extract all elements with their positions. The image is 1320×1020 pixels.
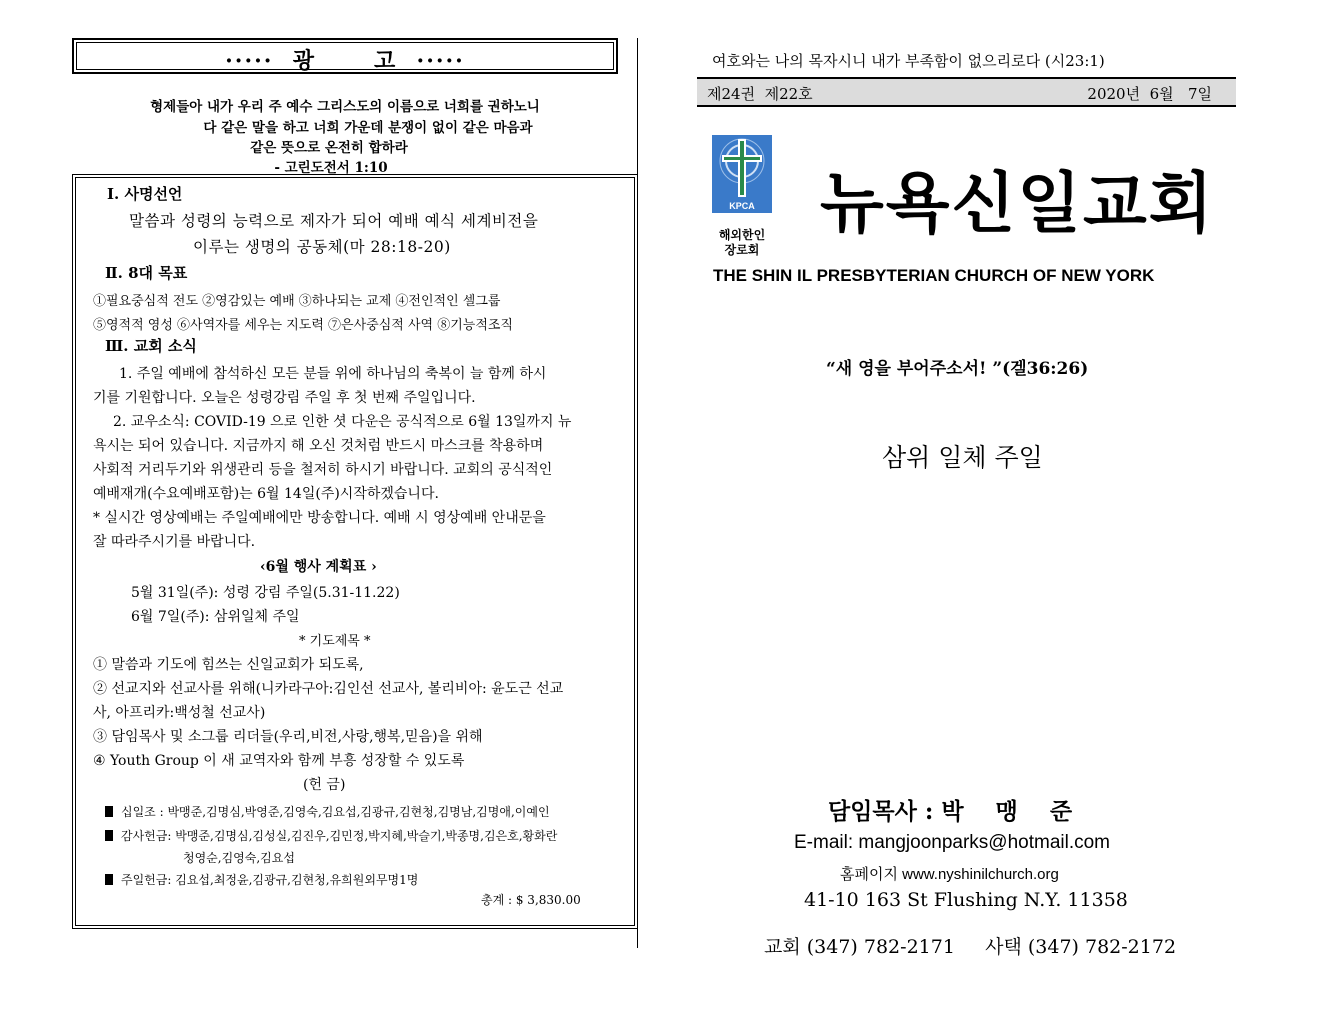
verse-line-1: 형제들아 내가 우리 주 예수 그리스도의 이름으로 너희를 권하노니 xyxy=(150,99,540,115)
logo-caption-1: 해외한인 xyxy=(718,228,766,242)
announcement-box xyxy=(72,174,638,929)
news-line-2: 기를 기원합니다. 오늘은 성령강림 주일 후 첫 번째 주일입니다. xyxy=(93,390,476,406)
mission-line-2: 이루는 생명의 공동체(마 28:18-20) xyxy=(193,238,451,256)
offering-title: (헌 금) xyxy=(303,777,346,793)
bullet-icon xyxy=(105,874,113,885)
sunday-title: 삼위 일체 주일 xyxy=(882,443,1043,472)
homepage-link[interactable]: 홈페이지 www.nyshinilchurch.org xyxy=(840,866,1059,883)
bullet-icon xyxy=(105,830,113,841)
logo-caption-2: 장로회 xyxy=(724,243,760,257)
theme-verse: “새 영을 부어주소서! ”(겔36:26) xyxy=(826,359,1089,379)
prayer-line-3: 사, 아프리카:백성철 선교사) xyxy=(93,705,266,721)
offering-total: 총계 : $ 3,830.00 xyxy=(481,893,581,907)
volume-number: 제24권 제22호 xyxy=(707,85,813,103)
prayer-line-5: ④ Youth Group 이 새 교역자와 함께 부흥 성장할 수 있도록 xyxy=(93,753,465,769)
address: 41-10 163 St Flushing N.Y. 11358 xyxy=(804,889,1128,911)
mission-line-1: 말씀과 성령의 능력으로 제자가 되어 예배 예식 세계비전을 xyxy=(129,212,539,230)
news-line-7: * 실시간 영상예배는 주일예배에만 방송합니다. 예배 시 영상예배 안내문을 xyxy=(93,510,546,526)
offering-tithe-text: 십일조 : 박맹준,김명심,박영준,김영숙,김요섭,김광규,김현청,김명남,김명애,이예인 xyxy=(121,805,550,819)
news-line-4: 욕시는 되어 있습니다. 지금까지 해 오신 것처럼 반드시 마스크를 착용하며 xyxy=(93,438,544,454)
prayer-line-4: ③ 담임목사 및 소그룹 리더들(우리,비전,사랑,행복,믿음)을 위해 xyxy=(93,729,483,745)
news-line-1: 1. 주일 예배에 참석하신 모든 분들 위에 하나님의 축복이 늘 함께 하시 xyxy=(119,366,547,382)
pastor-name: 담임목사 : 박 맹 준 xyxy=(828,798,1073,825)
offering-sunday-text: 주일헌금: 김요섭,최정윤,김광규,김현청,유희원외무명1명 xyxy=(121,873,419,887)
email: E-mail: mangjoonparks@hotmail.com xyxy=(794,832,1111,853)
goals-heading: Ⅱ. 8대 목표 xyxy=(105,264,188,282)
prayer-title: * 기도제목 * xyxy=(299,634,371,649)
news-line-8: 잘 따라주시기를 바랍니다. xyxy=(93,534,256,550)
news-heading: Ⅲ. 교회 소식 xyxy=(105,337,197,355)
news-line-3: 2. 교우소식: COVID-19 으로 인한 셧 다운은 공식적으로 6월 13일까지 뉴 xyxy=(113,414,572,430)
phone-numbers: 교회 (347) 782-2171 사택 (347) 782-2172 xyxy=(764,936,1177,958)
issue-header-bar xyxy=(697,77,1236,107)
issue-date: 2020년 6월 7일 xyxy=(1087,85,1212,103)
logo-text: KPCA xyxy=(729,201,755,211)
verse-line-3: 같은 뜻으로 온전히 합하라 xyxy=(250,140,408,156)
verse-reference: - 고린도전서 1:10 xyxy=(274,160,388,176)
goals-line-2: ⑤영적적 영성 ⑥사역자를 세우는 지도력 ⑦은사중심적 사역 ⑧기능적조직 xyxy=(93,318,513,333)
offering-tithe xyxy=(105,803,550,820)
page-divider xyxy=(637,38,638,948)
bullet-icon xyxy=(105,806,113,817)
church-name-english: THE SHIN IL PRESBYTERIAN CHURCH OF NEW YORK xyxy=(713,266,1155,285)
schedule-item-2: 6월 7일(주): 삼위일체 주일 xyxy=(131,609,300,625)
ad-header-box xyxy=(72,38,618,74)
church-name-korean: 뉴욕신일교회 xyxy=(820,164,1215,242)
news-line-6: 예배재개(수요예배포함)는 6월 14일(주)시작하겠습니다. xyxy=(93,486,439,502)
schedule-title: ‹6월 행사 계획표 › xyxy=(260,559,377,575)
offering-sunday xyxy=(105,871,418,888)
ad-title: ····· 광 고 ····· xyxy=(225,48,465,74)
offering-thanks-text: 감사헌금: 박맹준,김명심,김성실,김진우,김민정,박지혜,박슬기,박종명,김은호,황화란 xyxy=(121,829,558,843)
mission-heading: Ⅰ. 사명선언 xyxy=(107,185,183,203)
prayer-line-1: ① 말씀과 기도에 힘쓰는 신일교회가 되도록, xyxy=(93,657,364,673)
prayer-line-2: ② 선교지와 선교사를 위해(니카라구아:김인선 선교사, 볼리비아: 윤도근 선교 xyxy=(93,681,564,697)
top-verse: 여호와는 나의 목자시니 내가 부족함이 없으리로다 (시23:1) xyxy=(712,52,1105,70)
goals-line-1: ①필요중심적 전도 ②영감있는 예배 ③하나되는 교제 ④전인적인 셀그룹 xyxy=(93,294,501,309)
kpca-logo xyxy=(712,135,772,213)
offering-thanks-cont: 청영순,김영숙,김요섭 xyxy=(183,851,295,865)
verse-line-2: 다 같은 말을 하고 너희 가운데 분쟁이 없이 같은 마음과 xyxy=(203,120,533,136)
offering-thanks xyxy=(105,827,557,844)
news-line-5: 사회적 거리두기와 위생관리 등을 철저히 하시기 바랍니다. 교회의 공식적인 xyxy=(93,462,553,478)
schedule-item-1: 5월 31일(주): 성령 강림 주일(5.31-11.22) xyxy=(131,585,400,601)
